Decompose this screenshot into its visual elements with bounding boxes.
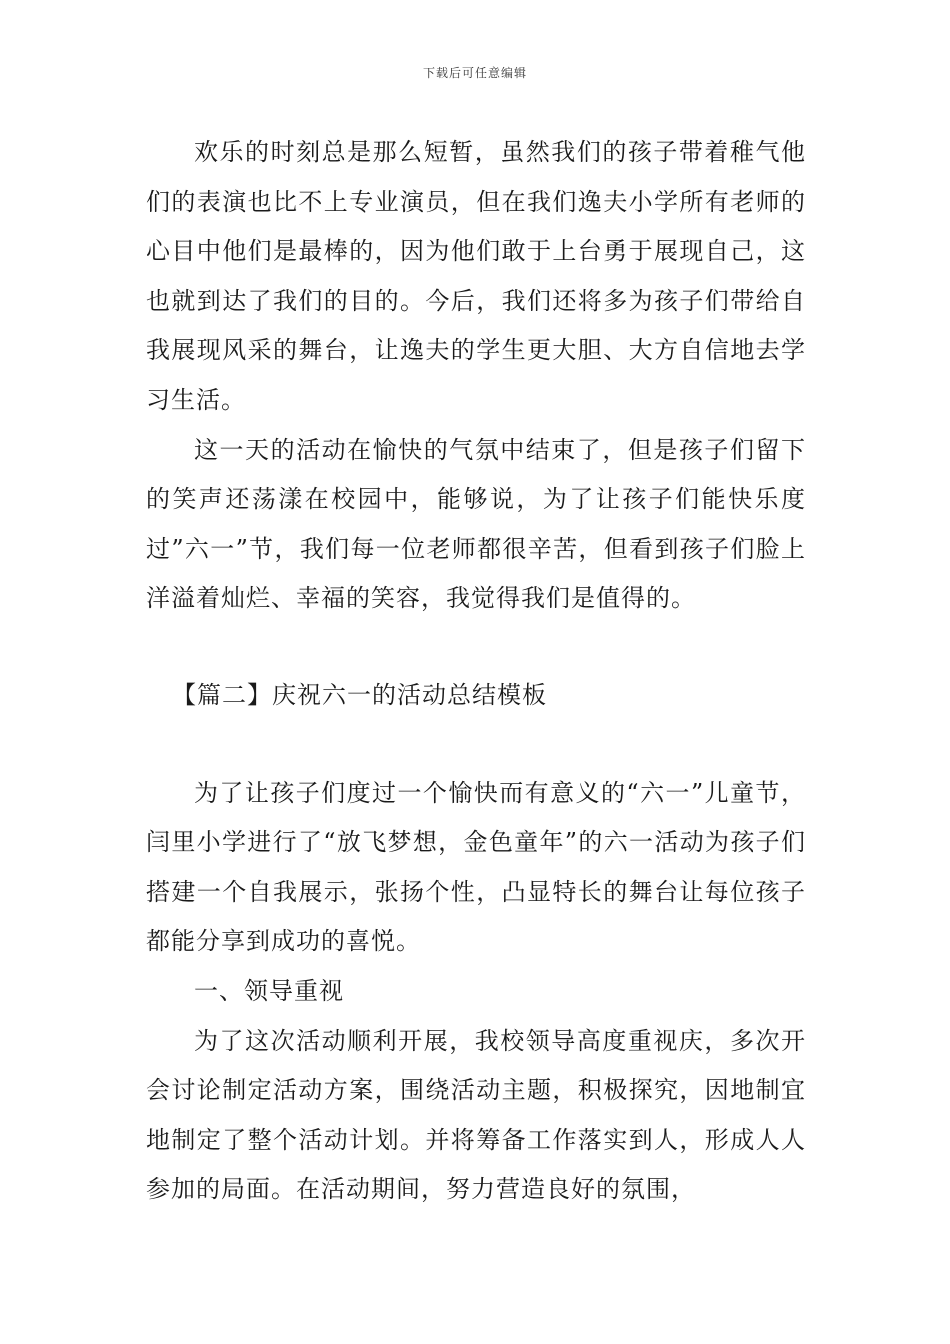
page-header: 下载后可任意编辑 [422,66,527,80]
spacer [146,721,806,769]
paragraph-closing-reflection: 欢乐的时刻总是那么短暂，虽然我们的孩子带着稚气他们的表演也比不上专业演员，但在我们逸夫小学所有老师的心目中他们是最棒的，因为他们敢于上台勇于展现自己，这也就到达了我们的目的。今后，我们还将多为孩子们带给自我展现风采的舞台，让逸夫的学生更大胆、大方自信地去学习生活。 [146,138,806,414]
document-body [146,128,806,1215]
spacer [146,624,806,671]
subheading-leadership: 一、领导重视 [194,976,344,1005]
paragraph-leadership: 为了这次活动顺利开展，我校领导高度重视庆，多次开会讨论制定活动方案，围绕活动主题，积极探究，因地制宜地制定了整个活动计划。并将筹备工作落实到人，形成人人参加的局面。在活动期间，努力营造良好的氛围， [146,1026,806,1204]
paragraph-intro: 为了让孩子们度过一个愉快而有意义的“六一”儿童节，闫里小学进行了“放飞梦想，金色童年”的六一活动为孩子们搭建一个自我展示，张扬个性，凸显特长的舞台让每位孩子都能分享到成功的喜悦。 [146,778,806,956]
paragraph-day-summary: 这一天的活动在愉快的气氛中结束了，但是孩子们留下的笑声还荡漾在校园中，能够说，为了让孩子们能快乐度过”六一”节，我们每一位老师都很辛苦，但看到孩子们脸上洋溢着灿烂、幸福的笑容，我觉得我们是值得的。 [146,435,806,613]
section-heading: 【篇二】庆祝六一的活动总结模板 [172,680,547,709]
